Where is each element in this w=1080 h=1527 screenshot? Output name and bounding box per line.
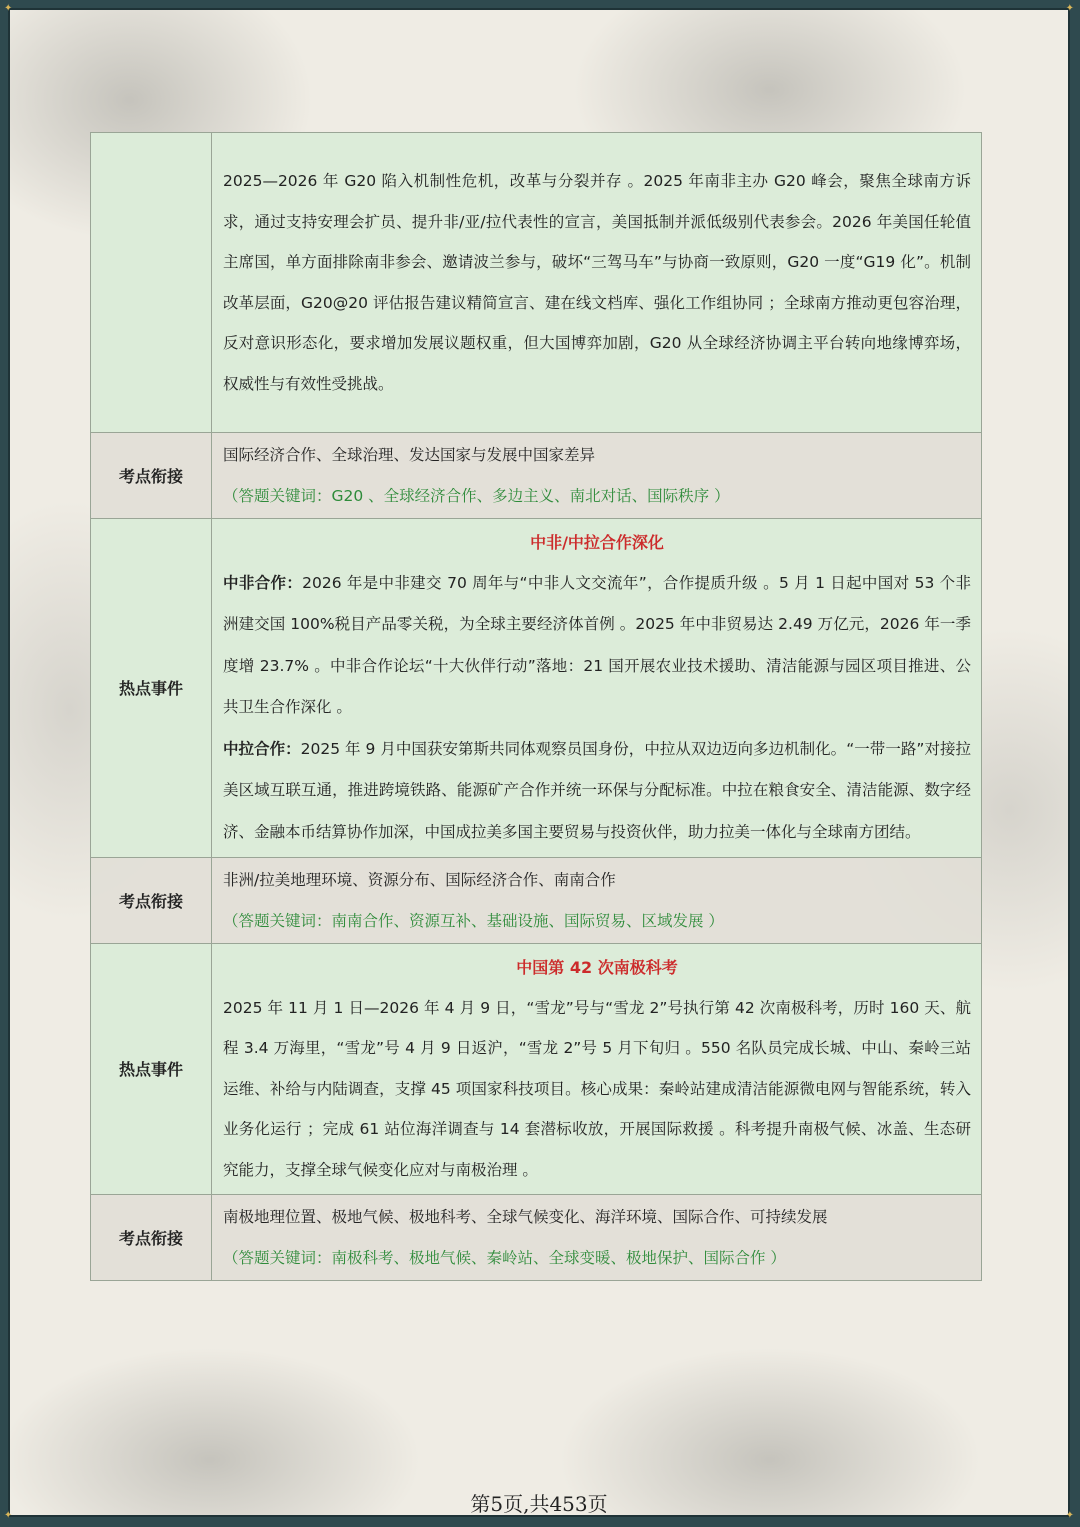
table-row <box>91 858 982 944</box>
corner-star-icon: ✦ <box>4 3 13 14</box>
paragraph-lead: 中非合作： <box>223 573 303 592</box>
content-table <box>90 132 982 1281</box>
event-title: 中国第 42 次南极科考 <box>516 957 678 977</box>
row-label-empty <box>91 133 212 433</box>
paragraph-text: 2025 年 9 月中国获安第斯共同体观察员国身份，中拉从双边迈向多边机制化。“一带一路”对接拉美区域互联互通，推进跨境铁路、能源矿产合作并统一环保与分配标准。中拉在粮食安全、清洁能源、数字经济、金融本币结算协作加深，中国成拉美多国主要贸易与投资伙伴，助力拉美一体化与全球南方团结。 <box>223 739 971 841</box>
kaodian-cell <box>212 1195 982 1281</box>
row-label: 热点事件 <box>91 943 212 1195</box>
corner-star-icon: ✦ <box>1065 3 1074 14</box>
row-label: 考点衔接 <box>91 1195 212 1281</box>
event-title: 中非/中拉合作深化 <box>530 532 664 552</box>
document-page <box>4 3 1074 1521</box>
page-number: 第5页,共453页 <box>470 1492 608 1516</box>
paragraph <box>223 563 971 729</box>
table-row <box>91 433 982 519</box>
kaodian-text: 南极地理位置、极地气候、极地科考、全球气候变化、海洋环境、国际合作、可持续发展 <box>223 1208 828 1226</box>
paragraph <box>223 729 971 854</box>
row-label: 考点衔接 <box>91 858 212 944</box>
row-label: 热点事件 <box>91 518 212 858</box>
paragraph-text: 2025 年 11 月 1 日—2026 年 4 月 9 日，“雪龙”号与“雪龙 2”号执行第 42 次南极科考，历时 160 天、航程 3.4 万海里，“雪龙”号 4 月 9 日返沪，“雪龙 2”号 5 月下旬归 。550 名队员完成长城、中山、秦岭三站运维、补给与内陆调查，支撑 45 项国家科技项目。核心成果：秦岭站建成清洁能源微电网与智能系统，转入业务化运行 ；完成 61 站位海洋调查与 14 套潜标收放，开展国际救援 。科考提升南极气候、冰盖、生态研究能力，支撑全球气候变化应对与南极治理 。 <box>223 998 971 1179</box>
event-cell <box>212 943 982 1195</box>
paragraph-lead: 中拉合作： <box>223 739 301 758</box>
corner-star-icon: ✦ <box>4 1510 13 1521</box>
kaodian-text: 国际经济合作、全球治理、发达国家与发展中国家差异 <box>223 446 596 464</box>
table-row <box>91 1195 982 1281</box>
kaodian-text: 非洲/拉美地理环境、资源分布、国际经济合作、南南合作 <box>223 871 616 889</box>
corner-star-icon: ✦ <box>1065 1510 1074 1521</box>
table-row <box>91 943 982 1195</box>
keywords-text: （答题关键词：南极科考、极地气候、秦岭站、全球变暖、极地保护、国际合作 ） <box>223 1248 786 1267</box>
g20-event-text: 2025—2026 年 G20 陷入机制性危机，改革与分裂并存 。2025 年南非主办 G20 峰会，聚焦全球南方诉求，通过支持安理会扩员、提升非/亚/拉代表性的宣言，美国抵制并派低级别代表参会。2026 年美国任轮值主席国，单方面排除南非参会、邀请波兰参与，破坏“三驾马车”与协商一致原则，G20 一度“G19 化”。机制改革层面，G20@20 评估报告建议精简宣言、建在线文档库、强化工作组协同 ；全球南方推动更包容治理，反对意识形态化，要求增加发展议题权重，但大国博弈加剧，G20 从全球经济协调主平台转向地缘博弈场，权威性与有效性受挑战。 <box>212 133 982 433</box>
kaodian-cell <box>212 858 982 944</box>
table-row <box>91 133 982 433</box>
keywords-text: （答题关键词：南南合作、资源互补、基础设施、国际贸易、区域发展 ） <box>223 911 724 930</box>
paragraph-text: 2026 年是中非建交 70 周年与“中非人文交流年”，合作提质升级 。5 月 1 日起中国对 53 个非洲建交国 100%税目产品零关税，为全球主要经济体首例 。2025 年中非贸易达 2.49 万亿元，2026 年一季度增 23.7% 。中非合作论坛“十大伙伴行动”落地：21 国开展农业技术援助、清洁能源与园区项目推进、公共卫生合作深化 。 <box>223 573 971 716</box>
keywords-text: （答题关键词：G20 、全球经济合作、多边主义、南北对话、国际秩序 ） <box>223 486 730 505</box>
table-row <box>91 518 982 858</box>
kaodian-cell <box>212 433 982 519</box>
event-cell <box>212 518 982 858</box>
row-label: 考点衔接 <box>91 433 212 519</box>
